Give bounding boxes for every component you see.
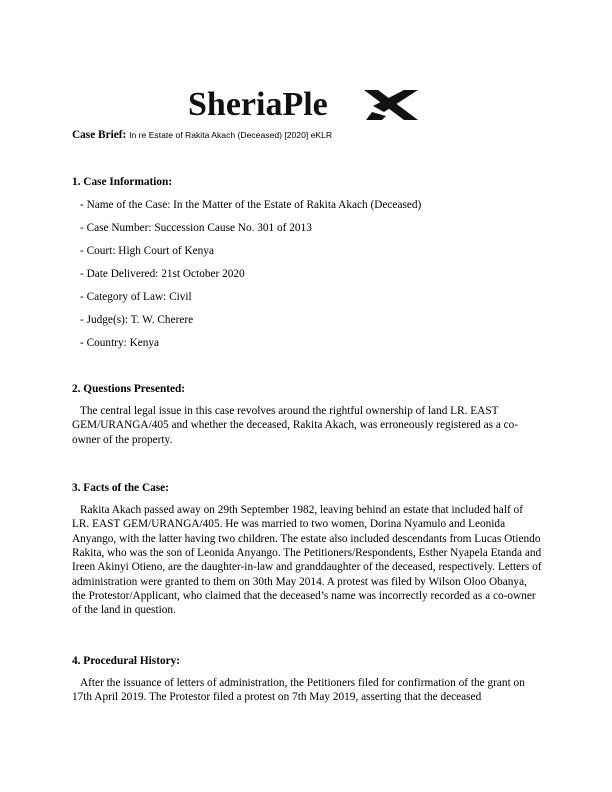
case-info-number: - Case Number: Succession Cause No. 301 of 2013 [80,222,312,234]
logo-wordmark: SheriaPle [188,86,328,123]
facts-heading: 3. Facts of the Case: [72,482,169,494]
logo-x-mark [364,90,418,120]
case-information-heading: 1. Case Information: [72,176,173,188]
case-info-name: - Name of the Case: In the Matter of the Estate of Rakita Akach (Deceased) [80,199,422,211]
case-info-country: - Country: Kenya [80,337,160,349]
facts-text: Rakita Akach passed away on 29th September 1982, leaving behind an estate that included half of LR. EAST GEM/URANGA/405. He was married to two women, Dorina Nyamulo and Leonida Anyango, with the latter having two children. The estate also included descendants from Lucas Otiendo Rakita, who was the son of Leonida Anyango. The Petitioners/Respondents, Esther Nyapela Etanda and Ireen Akinyi Otieno, are the daughter-in-law and granddaughter of the deceased, respectively. Letters of administration were granted to them on 30th May 2014. A protest was filed by Wilson Oloo Obanya, the Protestor/Applicant, who claimed that the deceased’s name was incorrectly recorded as a co-owner of the land in question. [72,504,542,617]
case-info-judges: - Judge(s): T. W. Cherere [80,314,194,326]
questions-presented-heading: 2. Questions Presented: [72,383,186,395]
case-info-date: - Date Delivered: 21st October 2020 [80,268,245,280]
case-brief-label: Case Brief: [72,129,127,141]
questions-presented-text: The central legal issue in this case revolves around the rightful ownership of land LR. EAST GEM/URANGA/405 and whether the deceased, Rakita Akach, was erroneously registered as a co-owner of the property. [72,405,519,446]
case-brief-title: In re Estate of Rakita Akach (Deceased) [2020] eKLR [129,130,333,140]
procedural-history-text: After the issuance of letters of administration, the Petitioners filed for confirmation of the grant on 17th April 2019. The Protestor filed a protest on 7th May 2019, asserting that the deceased [72,677,525,704]
case-info-court: - Court: High Court of Kenya [80,245,214,257]
logo-graphic [186,82,426,124]
case-information-list [80,198,421,359]
case-info-category: - Category of Law: Civil [80,291,192,303]
sheriaplex-logo [0,82,612,124]
case-brief-line [72,128,542,142]
procedural-history-heading: 4. Procedural History: [72,655,181,667]
